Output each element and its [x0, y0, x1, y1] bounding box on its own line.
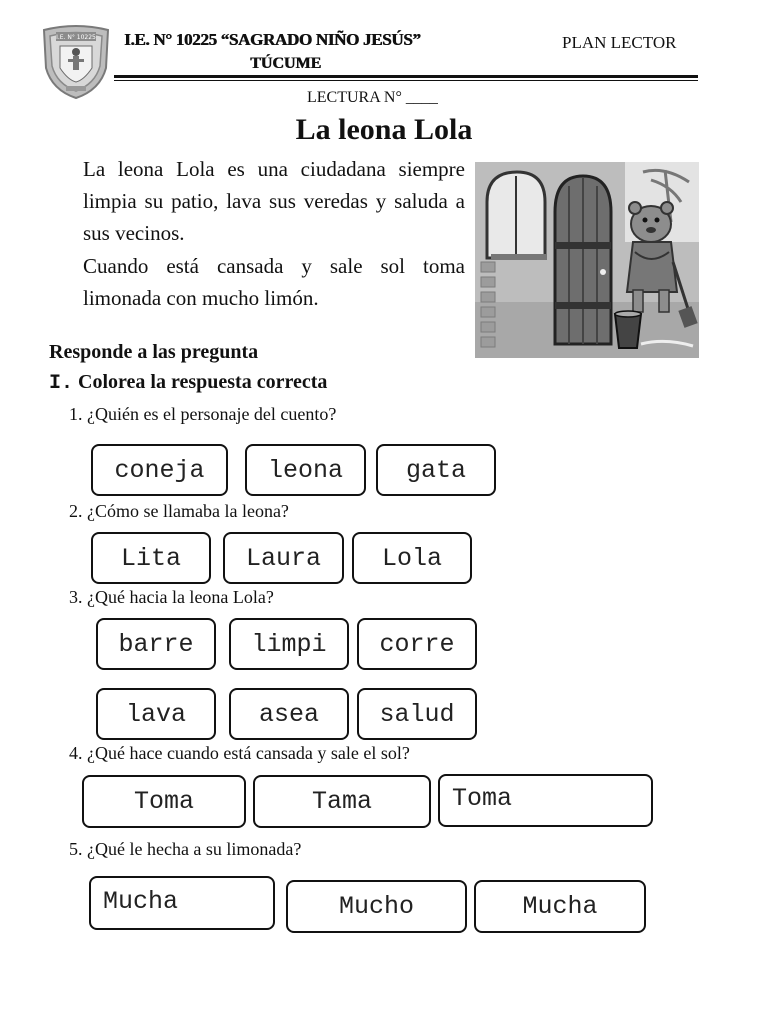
question-1: 1. ¿Quién es el personaje del cuento?: [69, 404, 337, 424]
story-paragraph: Cuando está cansada y sale sol toma limonada con mucho limón.: [83, 254, 465, 310]
question-3: 3. ¿Qué hacia la leona Lola?: [69, 587, 274, 607]
section-title: Colorea la respuesta correcta: [78, 371, 328, 393]
answer-option-toma[interactable]: Toma: [82, 775, 246, 828]
lectura-number-label: LECTURA N° ____: [307, 89, 438, 106]
section-number: I.: [49, 372, 74, 395]
answer-option-salud[interactable]: salud: [357, 688, 477, 740]
answer-option-toma-2[interactable]: Toma: [438, 774, 653, 827]
answer-option-mucha[interactable]: Mucha: [89, 876, 275, 930]
question-5: 5. ¿Qué le hecha a su limonada?: [69, 839, 302, 859]
header-rule: [114, 75, 698, 78]
answer-option-asea[interactable]: asea: [229, 688, 349, 740]
answer-option-leona[interactable]: leona: [245, 444, 366, 496]
answer-option-barre[interactable]: barre: [96, 618, 216, 670]
question-2: 2. ¿Cómo se llamaba la leona?: [69, 501, 289, 521]
answer-option-lita[interactable]: Lita: [91, 532, 211, 584]
answer-option-lava[interactable]: lava: [96, 688, 216, 740]
reading-title: La leona Lola: [295, 113, 473, 146]
answer-option-limpi[interactable]: limpi: [229, 618, 349, 670]
responde-heading: Responde a las pregunta: [49, 341, 259, 363]
header-rule-thin: [114, 80, 698, 81]
school-name: I.E. N° 10225 “SAGRADO NIÑO JESÚS”: [124, 30, 421, 49]
answer-option-corre[interactable]: corre: [357, 618, 477, 670]
svg-text:I.E. N° 10225: I.E. N° 10225: [56, 34, 96, 41]
answer-option-mucho[interactable]: Mucho: [286, 880, 467, 933]
section-heading: [49, 371, 327, 395]
school-crest-logo: [40, 24, 112, 100]
answer-option-laura[interactable]: Laura: [223, 532, 344, 584]
answer-option-lola[interactable]: Lola: [352, 532, 472, 584]
answer-option-mucha-2[interactable]: Mucha: [474, 880, 646, 933]
question-4: 4. ¿Qué hace cuando está cansada y sale el sol?: [69, 743, 410, 763]
answer-option-gata[interactable]: gata: [376, 444, 496, 496]
story-paragraph: La leona Lola es una ciudadana siempre limpia su patio, lava sus veredas y saluda a sus vecinos.: [83, 157, 465, 245]
answer-option-tama[interactable]: Tama: [253, 775, 431, 828]
answer-option-coneja[interactable]: coneja: [91, 444, 228, 496]
lioness-house-illustration: [475, 162, 699, 358]
story-text: [83, 153, 465, 314]
school-town: TÚCUME: [250, 55, 322, 72]
plan-lector-label: PLAN LECTOR: [562, 33, 677, 52]
